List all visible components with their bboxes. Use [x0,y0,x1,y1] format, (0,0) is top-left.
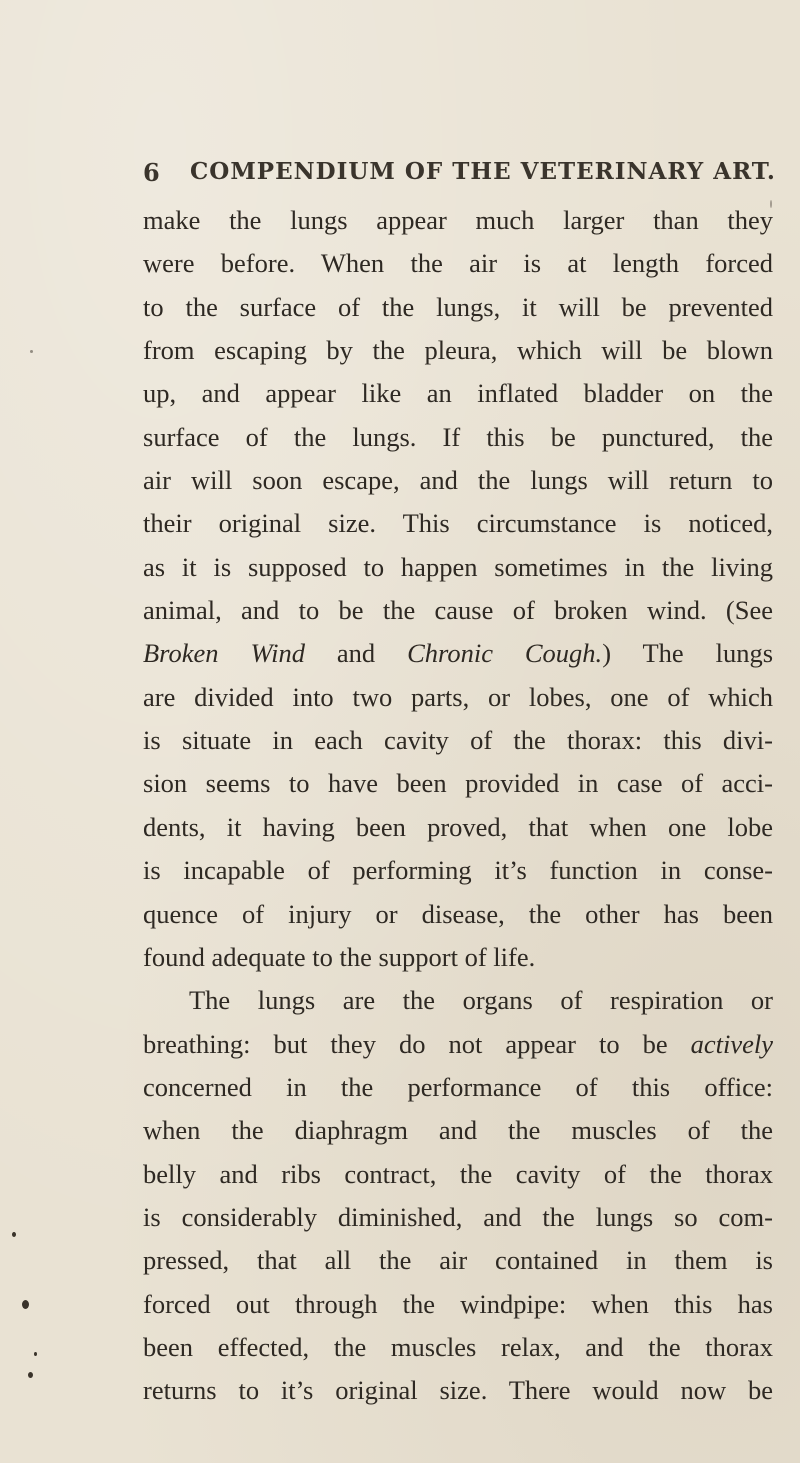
text-line [143,632,773,675]
text-line: returns to it’s original size. There would now be [143,1375,773,1406]
paper-speck [12,1232,16,1237]
text-line: pressed, that all the air contained in them is [143,1245,773,1276]
paper-speck [22,1300,29,1309]
text-line: sion seems to have been provided in case of acci- [143,768,773,799]
text-line: up, and appear like an inflated bladder on the [143,378,773,409]
paper-speck [30,350,33,353]
text-line: surface of the lungs. If this be punctured, the [143,421,773,452]
text-line: were before. When the air is at length forced [143,248,773,279]
page-number: 6 [143,158,161,187]
text-segment: ) The lungs [602,638,774,669]
text-line: forced out through the windpipe: when this has [143,1288,773,1319]
text-line [143,1023,773,1066]
text-line: belly and ribs contract, the cavity of the thorax [143,1158,773,1189]
text-line: been effected, the muscles relax, and the thorax [143,1331,773,1362]
text-line: their original size. This circumstance is noticed, [143,508,773,539]
running-title: COMPENDIUM OF THE VETERINARY ART. [190,158,776,185]
text-segment: and [304,638,408,669]
text-line: air will soon escape, and the lungs will return to [143,465,773,496]
italic-text: Broken Wind [143,638,305,669]
text-line: from escaping by the pleura, which will be blown [143,335,773,366]
running-header [143,158,776,192]
text-line: make the lungs appear much larger than they [143,205,773,235]
text-segment: breathing: but they do not appear to be [143,1028,691,1059]
text-line: found adequate to the support of life. [143,941,536,972]
text-line: as it is supposed to happen sometimes in the living [143,551,773,582]
body-text [143,199,773,1413]
text-line: is situate in each cavity of the thorax: this divi- [143,725,773,756]
text-line: is incapable of performing it’s function in conse- [143,855,773,886]
italic-text: Chronic Cough. [407,638,603,669]
paper-speck [770,200,772,208]
text-line: animal, and to be the cause of broken wind. (See [143,595,773,626]
text-line: to the surface of the lungs, it will be prevented [143,291,773,322]
text-line: concerned in the performance of this office: [143,1071,773,1102]
text-line: dents, it having been proved, that when one lobe [143,811,773,842]
text-line: The lungs are the organs of respiration or [189,985,773,1016]
paper-speck [28,1372,33,1378]
text-line: is considerably diminished, and the lungs so com- [143,1201,773,1232]
text-line: quence of injury or disease, the other has been [143,898,773,929]
paper-speck [34,1352,37,1356]
text-line: are divided into two parts, or lobes, one of which [143,681,773,712]
italic-text: actively [690,1028,773,1059]
text-line: when the diaphragm and the muscles of the [143,1115,773,1146]
